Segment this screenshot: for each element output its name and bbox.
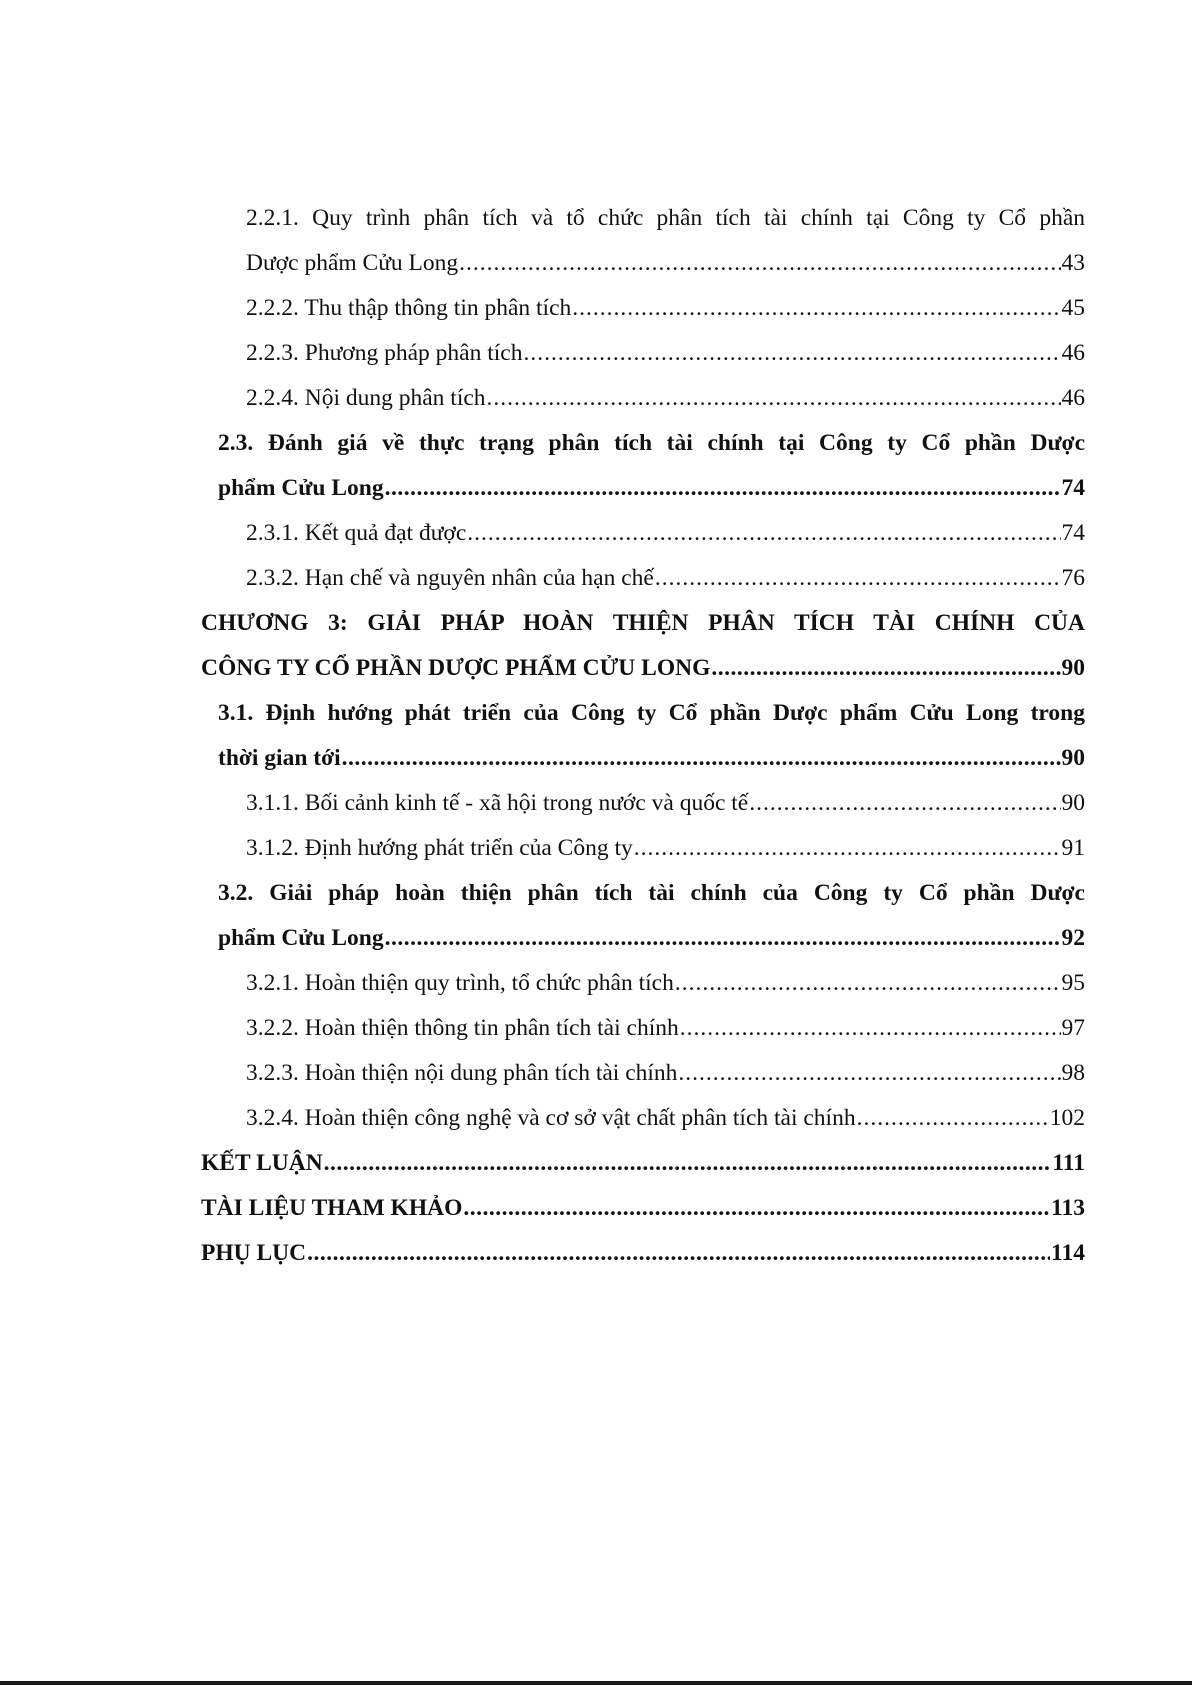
- toc-page-number: 46: [1061, 385, 1085, 411]
- toc-page-number: 102: [1049, 1105, 1085, 1131]
- dot-leader: [655, 556, 1061, 601]
- dot-leader: [467, 511, 1060, 556]
- toc-entry-title: 2.2.2. Thu thập thông tin phân tích: [246, 295, 572, 321]
- toc-page-number: 97: [1061, 1015, 1085, 1041]
- toc-entry: [201, 511, 1085, 556]
- toc-page-number: 45: [1061, 295, 1085, 321]
- dot-leader: [678, 1051, 1060, 1096]
- toc-entry-title: 2.2.4. Nội dung phân tích: [246, 385, 486, 411]
- toc-entry-head: 2.2.1. Quy trình phân tích và tổ chức phân tích tài chính tại Công ty Cổ phần: [246, 205, 1085, 231]
- toc-entry: [201, 196, 1085, 286]
- table-of-contents: [201, 196, 1085, 1276]
- toc-page-number: 90: [1061, 745, 1085, 771]
- dot-leader: [463, 1186, 1050, 1231]
- toc-entry-title: Dược phẩm Cửu Long: [246, 250, 459, 276]
- toc-page-number: 43: [1061, 250, 1085, 276]
- toc-page-number: 46: [1061, 340, 1085, 366]
- toc-entry-title: 2.2.3. Phương pháp phân tích: [246, 340, 523, 366]
- toc-page-number: 114: [1051, 1240, 1085, 1266]
- dot-leader: [680, 1006, 1061, 1051]
- toc-entry-title: phẩm Cửu Long: [218, 475, 384, 501]
- toc-entry-title: 3.1.1. Bối cảnh kinh tế - xã hội trong nước và quốc tế: [246, 790, 749, 816]
- toc-entry-title: CÔNG TY CỔ PHẦN DƯỢC PHẨM CỬU LONG: [201, 655, 711, 681]
- toc-entry: [201, 601, 1085, 691]
- toc-entry: [201, 1051, 1085, 1096]
- toc-entry: [201, 826, 1085, 871]
- toc-entry: [201, 1096, 1085, 1141]
- dot-leader: [385, 466, 1061, 511]
- dot-leader: [342, 736, 1061, 781]
- toc-entry: [201, 1006, 1085, 1051]
- dot-leader: [487, 376, 1061, 421]
- dot-leader: [857, 1096, 1049, 1141]
- dot-leader: [523, 331, 1060, 376]
- toc-page-number: 76: [1061, 565, 1085, 591]
- toc-entry-title: 3.2.1. Hoàn thiện quy trình, tổ chức phân tích: [246, 970, 674, 996]
- toc-entry-title: 2.3.1. Kết quả đạt được: [246, 520, 467, 546]
- toc-entry-title: 2.3.2. Hạn chế và nguyên nhân của hạn chế: [246, 565, 654, 591]
- toc-page-number: 92: [1061, 925, 1085, 951]
- toc-page-number: 95: [1061, 970, 1085, 996]
- toc-page-number: 74: [1061, 475, 1085, 501]
- toc-entry-title: KẾT LUẬN: [201, 1150, 323, 1176]
- page-bottom-border: [0, 1681, 1192, 1685]
- dot-leader: [572, 286, 1060, 331]
- toc-entry: [201, 691, 1085, 781]
- toc-entry-title: PHỤ LỤC: [201, 1240, 307, 1266]
- toc-entry: [201, 556, 1085, 601]
- toc-entry: [201, 1186, 1085, 1231]
- toc-page-number: 113: [1051, 1195, 1085, 1221]
- dot-leader: [307, 1231, 1050, 1276]
- toc-entry-head: 2.3. Đánh giá về thực trạng phân tích tài chính tại Công ty Cổ phần Dược: [218, 430, 1085, 456]
- toc-entry-title: 3.2.3. Hoàn thiện nội dung phân tích tài chính: [246, 1060, 678, 1086]
- toc-entry-head: 3.2. Giải pháp hoàn thiện phân tích tài chính của Công ty Cổ phần Dược: [218, 880, 1085, 906]
- toc-entry-title: thời gian tới: [218, 745, 341, 771]
- toc-entry: [201, 376, 1085, 421]
- dot-leader: [675, 961, 1061, 1006]
- toc-page-number: 90: [1061, 655, 1085, 681]
- toc-entry-title: 3.1.2. Định hướng phát triển của Công ty: [246, 835, 633, 861]
- toc-entry: [201, 781, 1085, 826]
- toc-entry-head: CHƯƠNG 3: GIẢI PHÁP HOÀN THIỆN PHÂN TÍCH TÀI CHÍNH CỦA: [201, 610, 1085, 636]
- toc-page-number: 98: [1061, 1060, 1085, 1086]
- toc-entry-title: TÀI LIỆU THAM KHẢO: [201, 1195, 463, 1221]
- toc-page-number: 91: [1061, 835, 1085, 861]
- dot-leader: [385, 916, 1061, 961]
- toc-entry: [201, 331, 1085, 376]
- toc-entry-head: 3.1. Định hướng phát triển của Công ty Cổ phần Dược phẩm Cửu Long trong: [218, 700, 1085, 726]
- toc-entry-title: 3.2.4. Hoàn thiện công nghệ và cơ sở vật chất phân tích tài chính: [246, 1105, 856, 1131]
- toc-entry: [201, 421, 1085, 511]
- dot-leader: [324, 1141, 1052, 1186]
- dot-leader: [459, 241, 1060, 286]
- toc-entry-title: phẩm Cửu Long: [218, 925, 384, 951]
- toc-entry: [201, 286, 1085, 331]
- toc-page-number: 111: [1052, 1150, 1085, 1176]
- toc-page-number: 90: [1061, 790, 1085, 816]
- dot-leader: [711, 646, 1060, 691]
- toc-entry-title: 3.2.2. Hoàn thiện thông tin phân tích tài chính: [246, 1015, 679, 1041]
- dot-leader: [634, 826, 1061, 871]
- toc-entry: [201, 961, 1085, 1006]
- toc-page-number: 74: [1061, 520, 1085, 546]
- toc-entry: [201, 1231, 1085, 1276]
- dot-leader: [749, 781, 1060, 826]
- toc-entry: [201, 871, 1085, 961]
- toc-entry: [201, 1141, 1085, 1186]
